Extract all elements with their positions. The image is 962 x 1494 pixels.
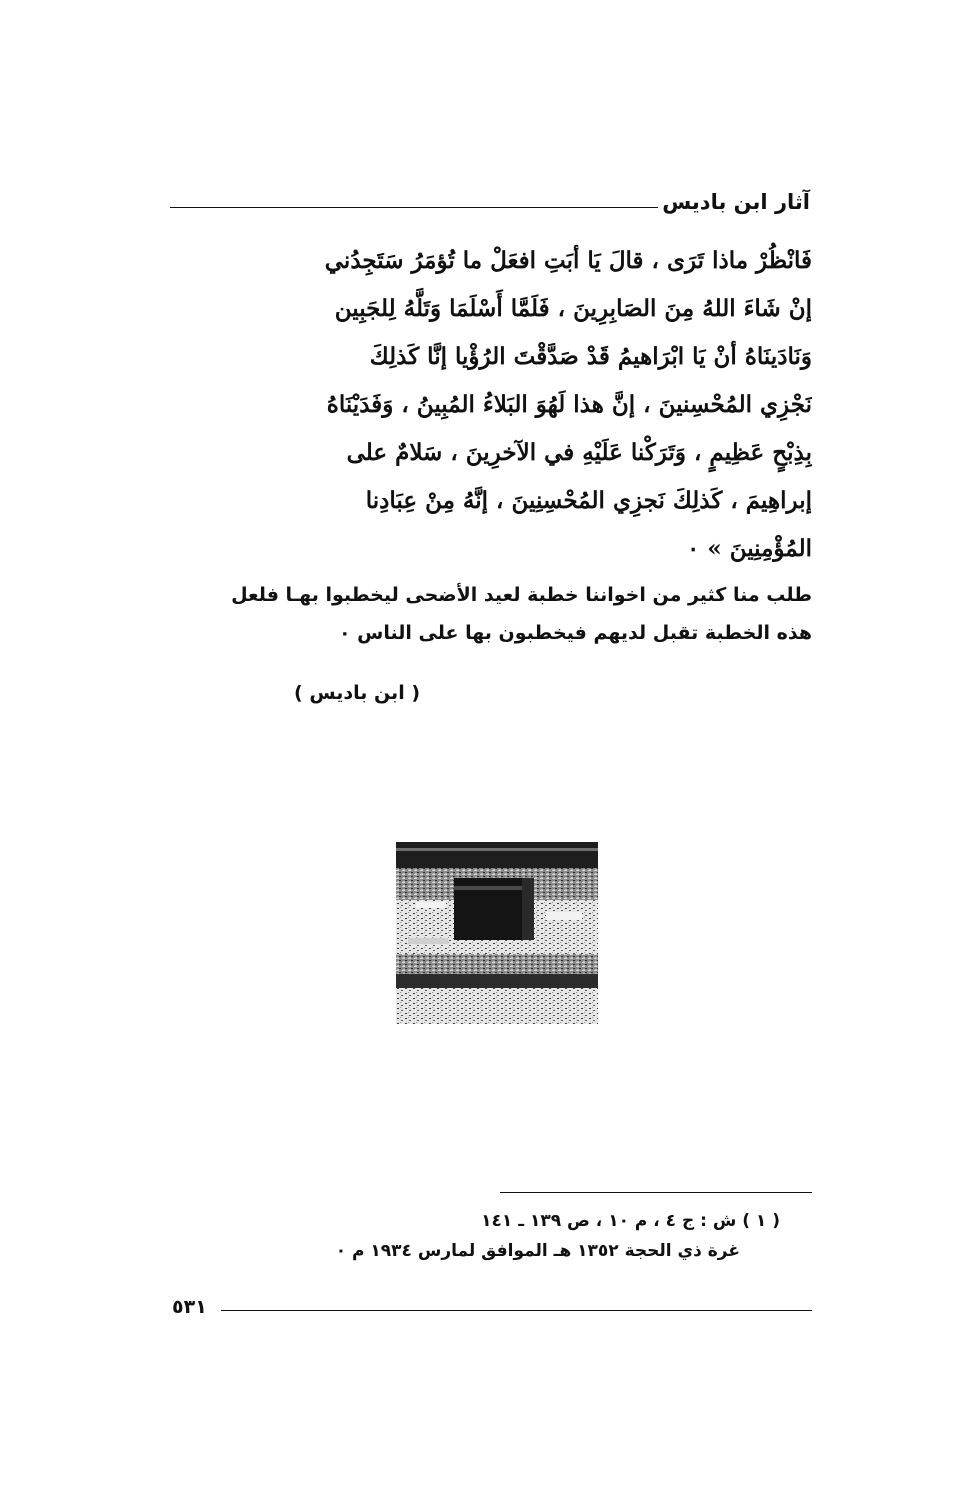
quranic-verses: [168, 237, 812, 573]
footnote-rule: [500, 1192, 812, 1193]
verse-line: إنْ شَاءَ اللهُ مِنَ الصَابِرِينَ ، فَلَمَّا أَسْلَمَا وَتَلَّهُ لِلجَبِين: [334, 295, 812, 322]
verse-line: بِذِبْحٍ عَظِيمٍ ، وَتَرَكْنا عَلَيْهِ في الآخرِينَ ، سَلامٌ على: [346, 439, 812, 466]
author-signature: ( ابن باديس ): [294, 682, 420, 704]
running-header: [170, 184, 810, 214]
page-number: ٥٣١: [172, 1296, 207, 1318]
editor-note: [168, 576, 812, 652]
verse-line: نَجْزِي المُحْسِنينَ ، إنَّ هذا لَهُوَ البَلاءُ المُبِينُ ، وَفَدَيْنَاهُ: [326, 391, 812, 418]
footnote-date: غرة ذي الحجة ١٣٥٢ هـ الموافق لمارس ١٩٣٤ م ٠: [335, 1241, 740, 1261]
verse-line: فَانْظُرْ ماذا تَرَى ، قالَ يَا أبَتِ افعَلْ ما تُؤمَرُ سَتَجِدُني: [324, 247, 812, 274]
footnotes: [250, 1206, 780, 1266]
verse-line: إبراهِيمَ ، كَذلِكَ نَجزِي المُحْسِنِينَ ، إنَّهُ مِنْ عِبَادِنا: [365, 487, 812, 514]
footer-rule: [221, 1310, 812, 1311]
footnote-source: ( ١ ) ش : ج ٤ ، م ١٠ ، ص ١٣٩ ـ ١٤١: [481, 1211, 780, 1231]
page-footer: [172, 1292, 812, 1322]
kaaba-photo: [396, 842, 598, 1024]
note-line: هذه الخطبة تقبل لديهم فيخطبون بها على الناس ٠: [338, 622, 812, 644]
header-rule: [170, 207, 658, 208]
book-title: آثار ابن باديس: [662, 190, 810, 214]
note-line: طلب منا كثير من اخواننا خطبة لعيد الأضحى ليخطبوا بهـا فلعل: [231, 584, 812, 606]
verse-line: وَنَادَينَاهُ أنْ يَا ابْرَاهيمُ قَدْ صَدَّقْتَ الرُؤْيا إنَّا كَذلِكَ: [369, 343, 812, 370]
verse-line: المُؤْمِنِينَ » ٠: [686, 535, 812, 562]
